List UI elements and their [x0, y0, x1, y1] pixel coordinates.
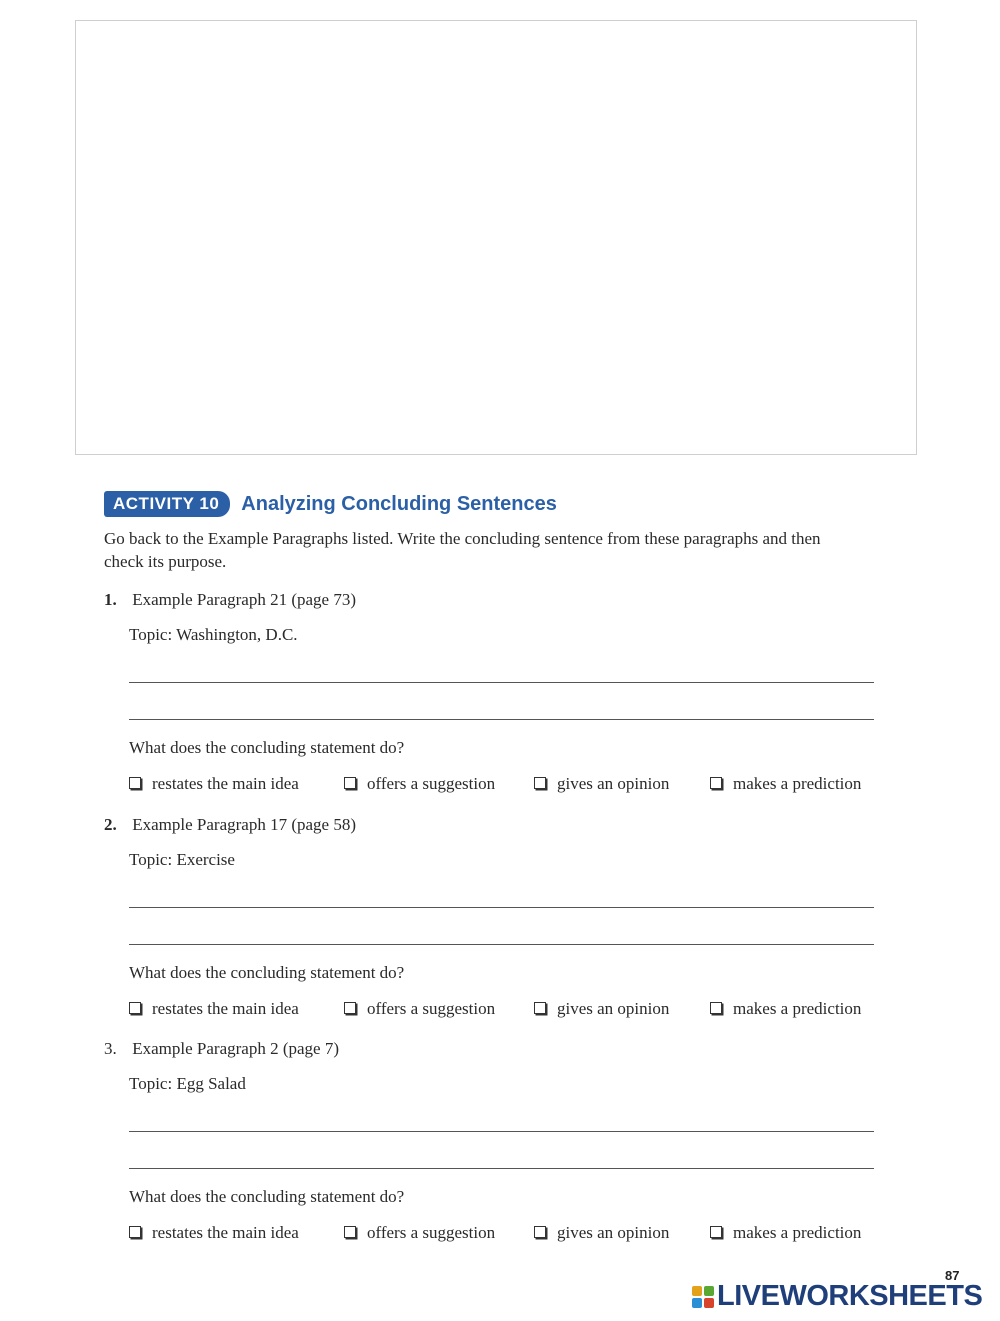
activity-badge: ACTIVITY 10	[104, 491, 230, 517]
item-number: 3.	[104, 1039, 117, 1058]
liveworksheets-brand[interactable]	[692, 1280, 982, 1313]
item-topic: Topic: Washington, D.C.	[129, 625, 298, 644]
page-number: 87	[945, 1268, 960, 1283]
checkbox-icon[interactable]	[710, 777, 722, 789]
answer-line[interactable]	[129, 944, 874, 945]
checkbox-icon[interactable]	[129, 1226, 141, 1238]
option-restates[interactable]: restates the main idea	[129, 774, 299, 794]
item-number: 1.	[104, 590, 117, 609]
brand-name: LIVEWORKSHEETS	[717, 1280, 983, 1312]
checkbox-icon[interactable]	[129, 1002, 141, 1014]
exercise-item	[104, 813, 879, 1018]
option-opinion[interactable]: gives an opinion	[534, 1223, 669, 1243]
item-question: What does the concluding statement do?	[129, 1187, 405, 1206]
option-prediction[interactable]: makes a prediction	[710, 774, 861, 794]
option-suggestion[interactable]: offers a suggestion	[344, 1223, 495, 1243]
option-suggestion[interactable]: offers a suggestion	[344, 774, 495, 794]
item-heading: Example Paragraph 2 (page 7)	[132, 1039, 339, 1058]
activity-header	[104, 491, 557, 517]
instructions: Go back to the Example Paragraphs listed. Write the concluding sentence from these paragraphs and then check its purpose.	[104, 529, 821, 571]
checkbox-icon[interactable]	[344, 1226, 356, 1238]
checkbox-icon[interactable]	[710, 1226, 722, 1238]
answer-line[interactable]	[129, 1168, 874, 1169]
answer-line[interactable]	[129, 1131, 874, 1132]
checkbox-icon[interactable]	[534, 1002, 546, 1014]
option-prediction[interactable]: makes a prediction	[710, 999, 861, 1019]
checkbox-icon[interactable]	[344, 1002, 356, 1014]
item-question: What does the concluding statement do?	[129, 738, 405, 757]
exercise-item	[104, 1037, 879, 1242]
answer-line[interactable]	[129, 907, 874, 908]
option-opinion[interactable]: gives an opinion	[534, 774, 669, 794]
answer-line[interactable]	[129, 682, 874, 683]
option-restates[interactable]: restates the main idea	[129, 999, 299, 1019]
image-placeholder	[75, 20, 917, 455]
item-heading: Example Paragraph 21 (page 73)	[132, 590, 356, 609]
item-topic: Topic: Exercise	[129, 850, 235, 869]
answer-line[interactable]	[129, 719, 874, 720]
checkbox-icon[interactable]	[710, 1002, 722, 1014]
checkbox-icon[interactable]	[344, 777, 356, 789]
checkbox-icon[interactable]	[129, 777, 141, 789]
activity-title: Analyzing Concluding Sentences	[241, 492, 557, 515]
checkbox-icon[interactable]	[534, 1226, 546, 1238]
item-topic: Topic: Egg Salad	[129, 1074, 246, 1093]
option-prediction[interactable]: makes a prediction	[710, 1223, 861, 1243]
option-opinion[interactable]: gives an opinion	[534, 999, 669, 1019]
item-heading: Example Paragraph 17 (page 58)	[132, 815, 356, 834]
liveworksheets-logo-icon	[692, 1286, 714, 1308]
exercise-item	[104, 588, 879, 793]
item-question: What does the concluding statement do?	[129, 963, 405, 982]
checkbox-icon[interactable]	[534, 777, 546, 789]
option-restates[interactable]: restates the main idea	[129, 1223, 299, 1243]
option-suggestion[interactable]: offers a suggestion	[344, 999, 495, 1019]
item-number: 2.	[104, 815, 117, 834]
